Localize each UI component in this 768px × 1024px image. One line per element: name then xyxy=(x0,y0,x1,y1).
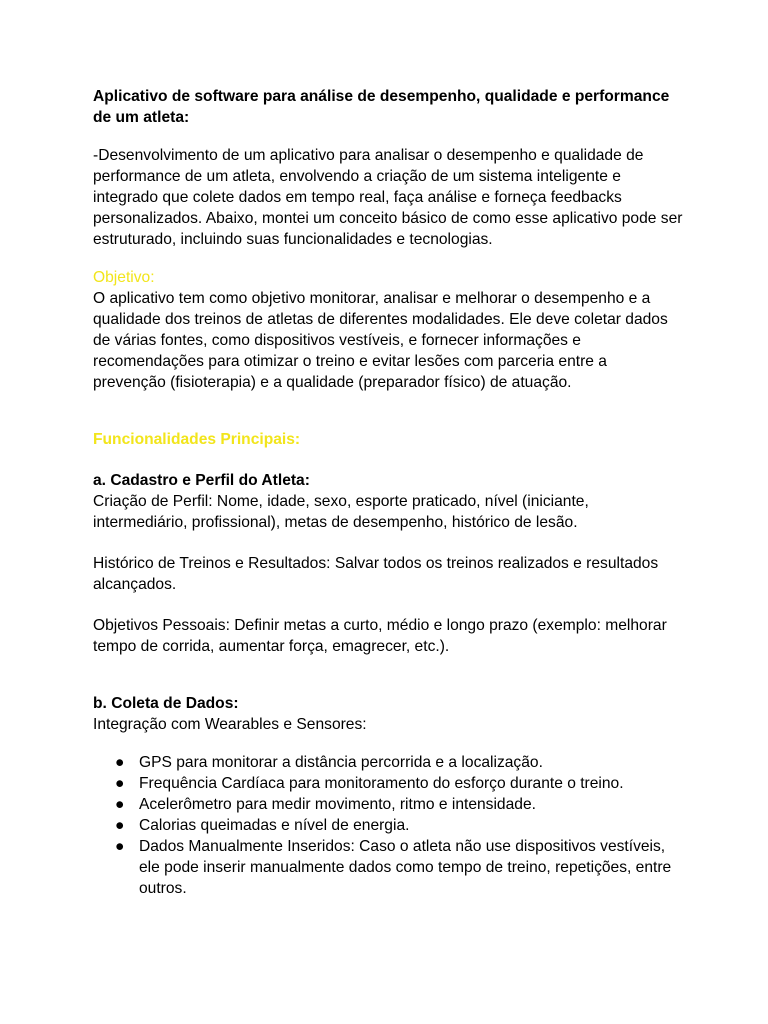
bullet-icon: ● xyxy=(115,754,125,771)
document-title: Aplicativo de software para análise de desempenho, qualidade e performance de um atleta: xyxy=(93,88,670,126)
list-item xyxy=(93,836,683,899)
objective-heading: Objetivo: xyxy=(93,269,155,286)
list-item-text: Dados Manualmente Inseridos: Caso o atleta não use dispositivos vestíveis, ele pode inserir manualmente dados como tempo de treino, repetições, entre outros. xyxy=(139,838,672,897)
section-b-subheading: Integração com Wearables e Sensores: xyxy=(93,716,367,733)
section-a-heading: a. Cadastro e Perfil do Atleta: xyxy=(93,472,310,489)
list-item-text: Calorias queimadas e nível de energia. xyxy=(139,817,410,834)
list-item xyxy=(93,752,683,773)
section-b-heading: b. Coleta de Dados: xyxy=(93,695,239,712)
list-item-text: GPS para monitorar a distância percorrida e a localização. xyxy=(139,754,543,771)
intro-paragraph: -Desenvolvimento de um aplicativo para analisar o desempenho e qualidade de performance de um atleta, envolvendo a criação de um sistema inteligente e integrado que colete dados em tempo real, faça análise e forneça feedbacks personalizados. Abaixo, montei um conceito básico de como esse aplicativo pode ser estruturado, incluindo suas funcionalidades e tecnologias. xyxy=(93,147,683,248)
bullet-icon: ● xyxy=(115,775,125,792)
document-body xyxy=(93,86,683,899)
bullet-icon: ● xyxy=(115,817,125,834)
bullet-icon: ● xyxy=(115,796,125,813)
features-heading: Funcionalidades Principais: xyxy=(93,431,301,448)
bullet-icon: ● xyxy=(115,838,125,855)
list-item xyxy=(93,773,683,794)
objective-paragraph: O aplicativo tem como objetivo monitorar, analisar e melhorar o desempenho e a qualidade dos treinos de atletas de diferentes modalidades. Ele deve coletar dados de várias fontes, como dispositivos vestíveis, e fornecer informações e recomendações para otimizar o treino e evitar lesões com parceria entre a prevenção (fisioterapia) e a qualidade (preparador físico) de atuação. xyxy=(93,290,668,391)
history-paragraph: Histórico de Treinos e Resultados: Salvar todos os treinos realizados e resultados alcançados. xyxy=(93,555,659,593)
goals-paragraph: Objetivos Pessoais: Definir metas a curto, médio e longo prazo (exemplo: melhorar tempo de corrida, aumentar força, emagrecer, etc.). xyxy=(93,617,667,655)
list-item xyxy=(93,815,683,836)
data-sources-list xyxy=(93,752,683,899)
list-item-text: Acelerômetro para medir movimento, ritmo e intensidade. xyxy=(139,796,536,813)
list-item xyxy=(93,794,683,815)
list-item-text: Frequência Cardíaca para monitoramento do esforço durante o treino. xyxy=(139,775,624,792)
profile-paragraph: Criação de Perfil: Nome, idade, sexo, esporte praticado, nível (iniciante, intermediário, profissional), metas de desempenho, histórico de lesão. xyxy=(93,493,589,531)
